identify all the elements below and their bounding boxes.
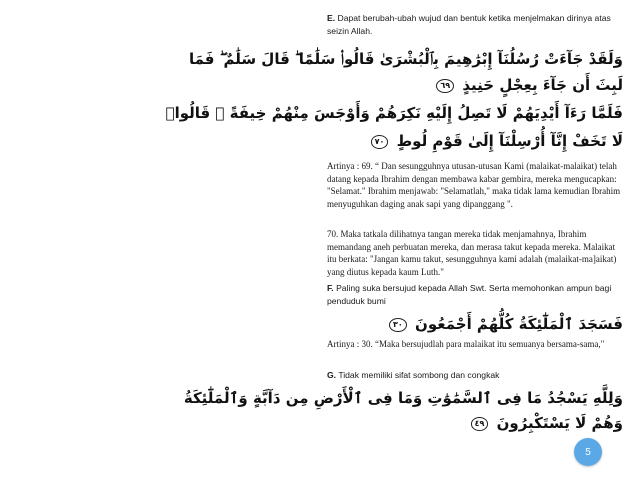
verse-69-line-2 <box>327 72 623 98</box>
translation-69: Artinya : 69. “ Dan sesungguhnya utusan-utusan Kami (malaikat-malaikat) telah datang kepada Ibrahim dengan membawa kabar gembira, mereka mengucapkan: "Selamat." Ibrahim menjawab: "Selamatlah," maka tidak lama kemudian Ibrahim menyuguhkan daging anak sapi yang dipanggang ". <box>327 161 621 209</box>
section-g-text: Tidak memiliki sifat sombong dan congkak <box>338 370 500 380</box>
verse-69-line-1 <box>188 46 623 72</box>
verse-49-line-1 <box>183 385 623 411</box>
section-e-text: Dapat berubah-ubah wujud dan bentuk ketika menjelmakan dirinya atas seizin Allah. <box>327 13 611 36</box>
section-f-intro <box>327 282 623 308</box>
verse-69-text-2: لَبِثَ أَن جَآءَ بِعِجْلٍ حَنِيذٍ <box>462 76 623 94</box>
translation-30: Artinya : 30. “Maka bersujudlah para malaikat itu semuanya bersama-sama," <box>327 339 605 349</box>
verse-70-line-2 <box>327 128 623 154</box>
page-number-badge: 5 <box>574 438 602 466</box>
verse-30-line <box>327 311 623 337</box>
verse-30-text: فَسَجَدَ ٱلْمَلَٰٓئِكَةُ كُلُّهُمْ أَجْمَعُونَ <box>415 315 623 333</box>
verse-69-text-1: وَلَقَدْ جَآءَتْ رُسُلُنَآ إِبْرَٰهِيمَ بِٱلْبُشْرَىٰ قَالُوا۟ سَلَٰمًا ۖ قَالَ سَلَٰمٌ ۖ فَمَا <box>188 50 623 68</box>
section-e-marker: E. <box>327 13 336 23</box>
translation-70: 70. Maka tatkala dilihatnya tangan mereka tidak menjamahnya, Ibrahim memandang aneh perbuatan mereka, dan merasa takut kepada mereka. Malaikat itu berkata: "Jangan kamu takut, sesungguhnya kami adalah (malaikat-ma]aikat) yang diutus kepada kaum Luth." <box>327 229 617 277</box>
verse-70-line-1 <box>165 100 623 126</box>
ayah-number-70: ٧٠ <box>371 135 389 149</box>
verse-70-text-1: فَلَمَّا رَءَآ أَيْدِيَهُمْ لَا تَصِلُ إِلَيْهِ نَكِرَهُمْ وَأَوْجَسَ مِنْهُمْ خِيفَةً ۚ قَالُوا۟ <box>165 104 623 122</box>
verse-49-line-2 <box>327 410 623 436</box>
ayah-number-30: ٣٠ <box>389 318 407 332</box>
section-g-intro <box>327 369 623 382</box>
section-f-text: Paling suka bersujud kepada Allah Swt. Serta memohonkan ampun bagi penduduk bumi <box>327 283 612 306</box>
section-f-marker: F. <box>327 283 334 293</box>
ayah-number-69: ٦٩ <box>436 79 454 93</box>
verse-49-text-2: وَهُمْ لَا يَسْتَكْبِرُونَ <box>496 414 623 432</box>
section-g-marker: G. <box>327 370 337 380</box>
ayah-number-49: ٤٩ <box>471 417 489 431</box>
verse-70-text-2: لَا تَخَفْ إِنَّآ أُرْسِلْنَآ إِلَىٰ قَوْمِ لُوطٍ <box>396 132 623 150</box>
section-e-intro <box>327 12 623 38</box>
verse-49-text-1: وَلِلَّهِ يَسْجُدُ مَا فِى ٱلسَّمَٰوَٰتِ وَمَا فِى ٱلْأَرْضِ مِن دَآبَّةٍ وَٱلْمَلَٰٓئِكَةُ <box>183 389 623 407</box>
